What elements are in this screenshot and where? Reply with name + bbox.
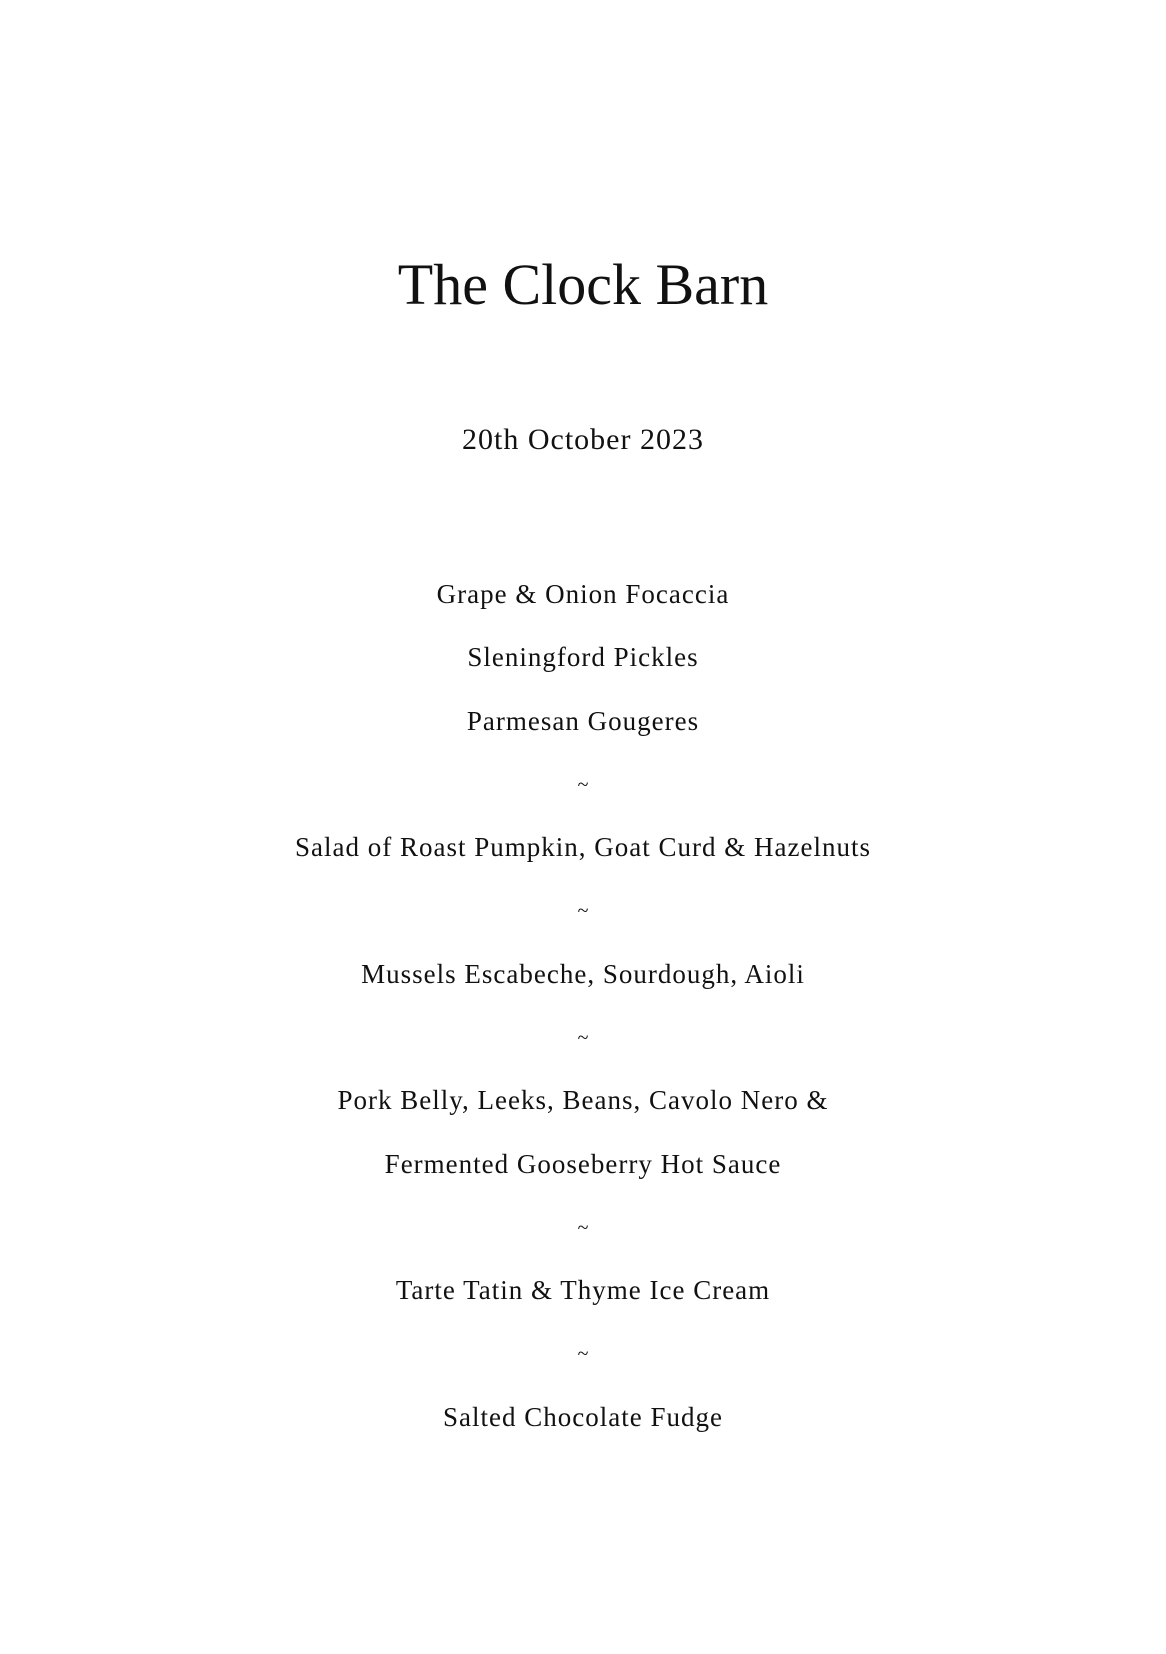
course-separator: ~ [577, 1217, 589, 1239]
course-item: Sleningford Pickles [467, 642, 699, 672]
course-item: Mussels Escabeche, Sourdough, Aioli [361, 959, 805, 989]
course-item: Pork Belly, Leeks, Beans, Cavolo Nero & [337, 1085, 829, 1115]
course-separator: ~ [577, 774, 589, 796]
course-separator: ~ [577, 1027, 589, 1049]
menu-title: The Clock Barn [397, 252, 769, 317]
course-item: Fermented Gooseberry Hot Sauce [384, 1149, 782, 1179]
course-item: Tarte Tatin & Thyme Ice Cream [395, 1275, 771, 1305]
course-item: Grape & Onion Focaccia [436, 579, 730, 609]
course-separator: ~ [577, 900, 589, 922]
course-item: Salad of Roast Pumpkin, Goat Curd & Hazelnuts [295, 832, 871, 862]
course-item: Salted Chocolate Fudge [443, 1402, 723, 1432]
course-item: Parmesan Gougeres [466, 706, 700, 736]
menu-date: 20th October 2023 [462, 423, 704, 456]
course-separator: ~ [577, 1343, 589, 1365]
